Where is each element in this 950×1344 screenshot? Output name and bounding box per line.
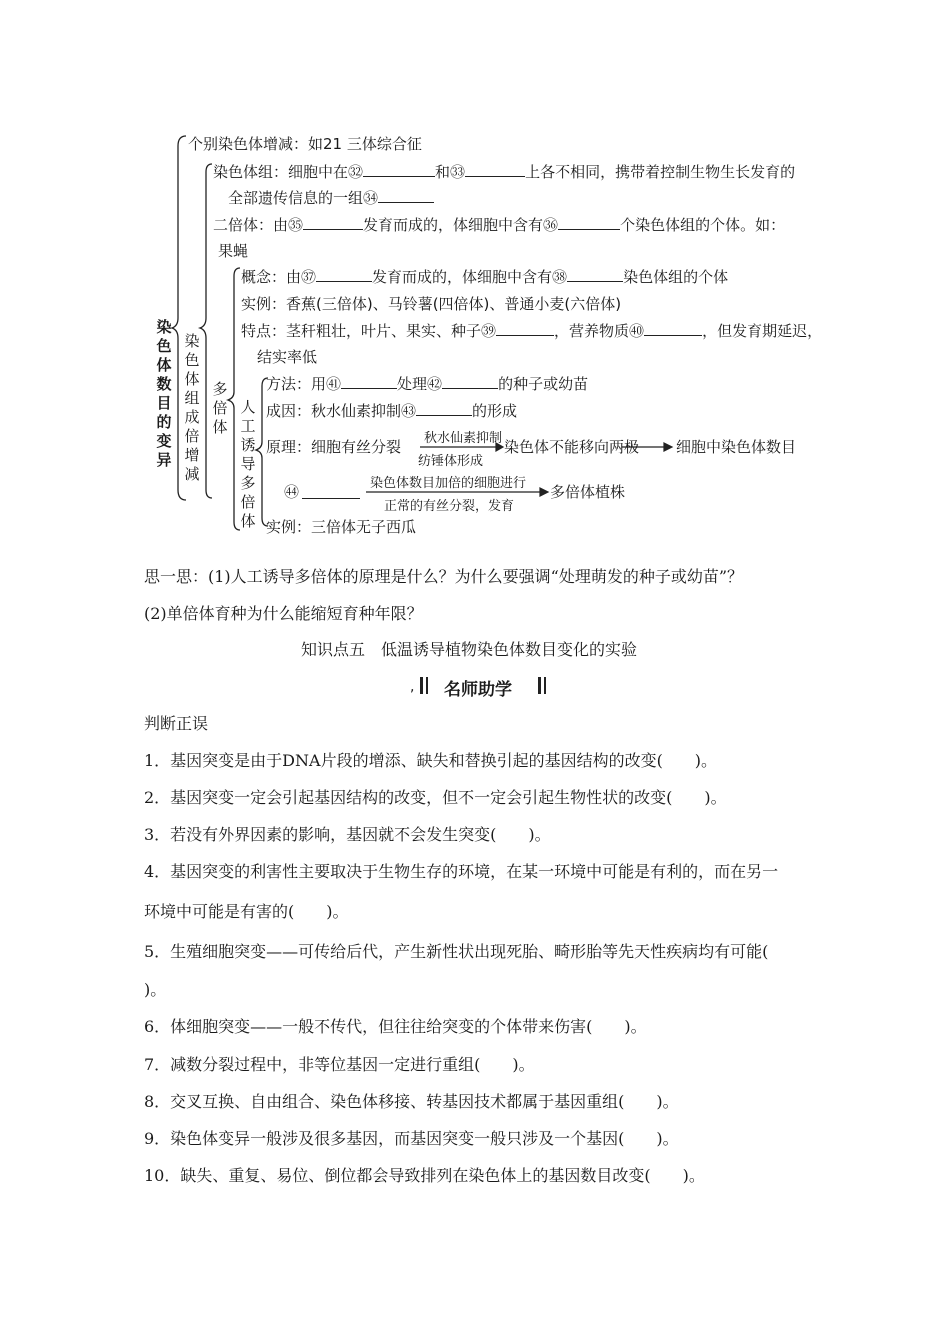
principle-rest: 细胞中染色体数目 [676, 438, 797, 456]
concept-mid: 发育而成的，体细胞中含有 [372, 268, 553, 286]
cg-label: 染色体组：细胞中在 [213, 163, 349, 181]
judge-item: 10．缺失、重复、易位、倒位都会导致排列在染色体上的基因数目改变( )。 [144, 1166, 705, 1185]
cause-rest: 的形成 [472, 402, 518, 420]
principle-mid: 染色体不能移向两极 [504, 438, 640, 456]
blank-34 [378, 188, 434, 203]
blank-37 [316, 267, 372, 282]
principle-label: 原理：细胞有丝分裂 [266, 438, 402, 456]
cg-n34: ㉞ [363, 189, 379, 207]
induce-example: 实例：三倍体无子西瓜 [266, 518, 417, 536]
banner-bar-right [538, 677, 541, 694]
feature-mid: ，营养物质 [554, 322, 630, 340]
main-title: 染色体数目的变异 [156, 318, 172, 469]
concept-line [241, 267, 728, 287]
cg-and: 和 [435, 163, 451, 181]
di-n36: ㊱ [543, 216, 559, 234]
blank-38 [567, 267, 623, 282]
cause-n43: ㊸ [401, 402, 417, 420]
chromosome-group-line2 [228, 188, 434, 208]
blank-40 [644, 321, 702, 336]
individual-change: 个别染色体增减：如21 三体综合征 [188, 135, 422, 153]
method-label: 方法：用 [266, 375, 327, 393]
induce-title: 人工诱导多倍体 [240, 398, 256, 530]
feature-line [241, 321, 822, 341]
judge-item: 4．基因突变的利害性主要取决于生物生存的环境，在某一环境中可能是有利的，而在另一 [144, 862, 779, 881]
blank-39 [496, 321, 554, 336]
banner-bar-right2 [544, 677, 546, 694]
banner-title: 名师助学 [444, 680, 512, 700]
blank-41 [341, 374, 397, 389]
feature-label: 特点：茎秆粗壮，叶片、果实、种子 [241, 322, 482, 340]
step-arrow-bottom: 正常的有丝分裂，发育 [384, 499, 515, 514]
cg-line2: 全部遗传信息的一组 [228, 189, 364, 207]
judge-item: 3．若没有外界因素的影响，基因就不会发生突变( )。 [144, 825, 551, 844]
blank-35 [303, 215, 363, 230]
di-rest: 个染色体组的个体。如： [620, 216, 786, 234]
blank-32 [363, 162, 435, 177]
step-result: 多倍体植株 [550, 483, 626, 501]
cg-n33: ㉝ [450, 163, 466, 181]
judge-heading: 判断正误 [144, 714, 209, 733]
concept-label: 概念：由 [241, 268, 302, 286]
blank-42 [442, 374, 498, 389]
banner-bar-left2 [426, 677, 428, 694]
blank-43 [416, 401, 472, 416]
think-line-2: (2)单倍体育种为什么能缩短育种年限？ [144, 604, 423, 623]
section-title: 知识点五 低温诱导植物染色体数目变化的实验 [301, 640, 638, 659]
think-line-1: 思一思：(1)人工诱导多倍体的原理是什么？为什么要强调“处理萌发的种子或幼苗”？ [144, 567, 744, 586]
di-label: 二倍体：由 [213, 216, 289, 234]
di-n35: ㉟ [288, 216, 304, 234]
group-title: 染色体组成倍增减 [184, 332, 200, 483]
judge-item: 8．交叉互换、自由组合、染色体移接、转基因技术都属于基因重组( )。 [144, 1092, 679, 1111]
blank-44 [302, 484, 360, 499]
feature-n39: ㊴ [481, 322, 497, 340]
concept-n38: ㊳ [552, 268, 568, 286]
judge-item: )。 [144, 980, 167, 999]
cg-rest: 上各不相同，携带着控制生物生长发育的 [525, 163, 796, 181]
method-rest: 的种子或幼苗 [498, 375, 589, 393]
judge-item: 9．染色体变异一般涉及很多基因，而基因突变一般只涉及一个基因( )。 [144, 1129, 679, 1148]
feature-line2: 结实率低 [257, 348, 318, 366]
method-n42: ㊷ [427, 375, 443, 393]
arrow-head [540, 488, 548, 496]
principle-arrow-top: 秋水仙素抑制 [424, 431, 503, 446]
method-n41: ㊶ [326, 375, 342, 393]
example-line: 实例：香蕉(三倍体)、马铃薯(四倍体)、普通小麦(六倍体) [241, 295, 622, 313]
step-n44: ㊹ [284, 483, 300, 501]
concept-n37: ㊲ [301, 268, 317, 286]
judge-item: 6．体细胞突变——一般不传代，但往往给突变的个体带来伤害( )。 [144, 1017, 647, 1036]
judge-item: 2．基因突变一定会引起基因结构的改变，但不一定会引起生物性状的改变( )。 [144, 788, 727, 807]
poly-title: 多倍体 [212, 380, 228, 436]
cause-label: 成因：秋水仙素抑制 [266, 402, 402, 420]
banner-prefix: , [410, 679, 415, 695]
judge-item: 5．生殖细胞突变——可传给后代，产生新性状出现死胎、畸形胎等先天性疾病均有可能( [144, 942, 769, 961]
method-mid: 处理 [397, 375, 428, 393]
judge-item: 7．减数分裂过程中，非等位基因一定进行重组( )。 [144, 1055, 535, 1074]
feature-rest: ，但发育期延迟， [702, 322, 823, 340]
blank-36 [558, 215, 620, 230]
cg-n32: ㉜ [348, 163, 364, 181]
arrow-head [664, 443, 672, 451]
judge-item: 环境中可能是有害的( )。 [144, 902, 349, 921]
step-arrow-top: 染色体数目加倍的细胞进行 [370, 476, 527, 491]
banner-bar-left [420, 677, 423, 694]
method-line [266, 374, 588, 394]
judge-item: 1．基因突变是由于DNA片段的增添、缺失和替换引起的基因结构的改变( )。 [144, 751, 718, 770]
principle-arrow-bottom: 纺锤体形成 [418, 454, 484, 469]
cause-line [266, 401, 517, 421]
group-bracket [200, 164, 212, 498]
chromosome-group-line [213, 162, 795, 182]
di-mid: 发育而成的，体细胞中含有 [363, 216, 544, 234]
diploid-line [213, 215, 785, 235]
diploid-line2: 果蝇 [218, 242, 249, 260]
feature-n40: ㊵ [629, 322, 645, 340]
concept-rest: 染色体组的个体 [623, 268, 729, 286]
blank-33 [465, 162, 525, 177]
